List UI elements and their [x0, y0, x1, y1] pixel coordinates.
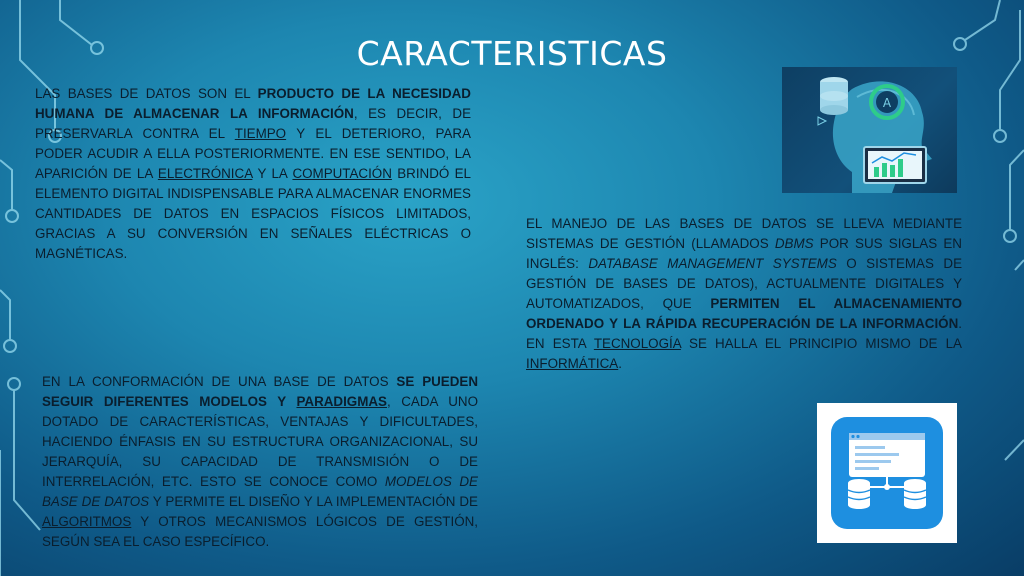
ai-head-database-chart-icon	[782, 67, 957, 193]
link-paradigmas[interactable]: PARADIGMAS	[296, 394, 387, 409]
link-tecnologia[interactable]: TECNOLOGÍA	[593, 336, 681, 351]
text: EL MANEJO DE LAS BASES DE DATOS SE LLEVA MEDIANTE SISTEMAS DE GESTIÓN (LLAMADOS	[526, 216, 962, 251]
bold-text: PRODUCTO DE LA NECESIDAD HUMANA DE ALMACENAR LA INFORMACIÓN	[35, 86, 471, 121]
text: POR SUS SIGLAS EN INGLÉS:	[526, 236, 962, 271]
text: LAS BASES DE DATOS SON EL	[35, 86, 258, 101]
text: O SISTEMAS DE GESTIÓN DE BASES DE DATOS), ACTUALMENTE DIGITALES Y AUTOMATIZADOS, QUE	[526, 256, 962, 311]
text: Y EL DETERIORO, PARA PODER ACUDIR A ELLA POSTERIORMENTE. EN ESE SENTIDO, LA APARICIÓN DE LA	[35, 126, 471, 181]
database-network-icon	[817, 403, 957, 543]
text: Y LA	[252, 166, 293, 181]
link-tiempo[interactable]: TIEMPO	[234, 126, 287, 141]
text: Y PERMITE EL DISEÑO Y LA IMPLEMENTACIÓN DE	[149, 494, 478, 509]
slide-title: CARACTERISTICAS	[356, 34, 668, 73]
italic-text: DBMS	[774, 236, 814, 251]
paragraph-models	[42, 372, 478, 552]
text: EN LA CONFORMACIÓN DE UNA BASE DE DATOS	[42, 374, 397, 389]
database-network-image	[817, 403, 957, 543]
text: Y OTROS MECANISMOS LÓGICOS DE GESTIÓN, SEGÚN SEA EL CASO ESPECÍFICO.	[42, 514, 478, 549]
link-computacion[interactable]: COMPUTACIÓN	[292, 166, 392, 181]
bold-text: SE PUEDEN SEGUIR DIFERENTES MODELOS Y	[42, 374, 478, 409]
text: . EN ESTA	[526, 316, 962, 351]
text: .	[618, 356, 622, 371]
text: , ES DECIR, DE PRESERVARLA CONTRA EL	[35, 106, 472, 141]
link-electronica[interactable]: ELECTRÓNICA	[157, 166, 253, 181]
link-algoritmos[interactable]: ALGORITMOS	[42, 514, 132, 529]
text: BRINDÓ EL ELEMENTO DIGITAL INDISPENSABLE PARA ALMACENAR ENORMES CANTIDADES DE DATOS EN ESPACIOS FÍSICOS LIMITADOS, GRACIAS A SU CONVERSIÓN EN SEÑALES ELÉCTRICAS O MAGNÉTICAS.	[35, 166, 471, 261]
bold-text: PERMITEN EL ALMACENAMIENTO ORDENADO Y LA RÁPIDA RECUPERACIÓN DE LA INFORMACIÓN	[526, 296, 962, 331]
paragraph-databases-intro	[35, 84, 471, 264]
ai-database-image	[782, 67, 957, 193]
letter-a: A	[882, 96, 892, 110]
text: , CADA UNO DOTADO DE CARACTERÍSTICAS, VENTAJAS Y DIFICULTADES, HACIENDO ÉNFASIS EN SU ESTRUCTURA ORGANIZACIONAL, SU JERARQUÍA, SU CAPACIDAD DE TRANSMISIÓN O DE INTERRELACIÓN, ETC. ESTO SE CONOCE COMO	[42, 394, 479, 489]
link-informatica[interactable]: INFORMÁTICA	[526, 356, 619, 371]
paragraph-dbms	[526, 214, 962, 374]
italic-text: MODELOS DE BASE DE DATOS	[42, 474, 478, 509]
italic-text: DATABASE MANAGEMENT SYSTEMS	[588, 256, 837, 271]
text: SE HALLA EL PRINCIPIO MISMO DE LA	[680, 336, 962, 351]
